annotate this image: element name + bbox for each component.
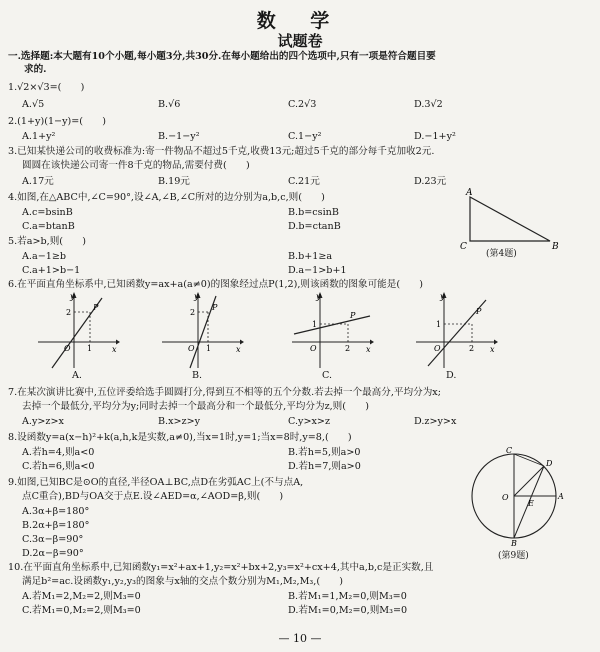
svg-text:y: y bbox=[440, 292, 445, 301]
q2-stem: 2.(1+y)(1−y)=( ) bbox=[8, 116, 106, 127]
q4-label-b: B bbox=[552, 242, 559, 252]
q7-stem-line2: 去掉一个最低分,平均分为y;同时去掉一个最高分和一个最低分,平均分为z,则( ) bbox=[22, 401, 369, 412]
svg-text:2: 2 bbox=[469, 344, 475, 353]
q8-option-b: B.若h=5,则a>0 bbox=[288, 447, 361, 458]
q7-stem-line1: 7.在某次演讲比赛中,五位评委给选手圆圆打分,得到互不相等的五个分数.若去掉一个最高分,平均分为x; bbox=[8, 387, 441, 398]
q10-option-a: A.若M₁=2,M₂=2,则M₃=0 bbox=[22, 591, 141, 602]
q9-label-a: A bbox=[558, 492, 564, 501]
q4-figure-caption: (第4题) bbox=[486, 249, 517, 259]
svg-text:O: O bbox=[188, 344, 195, 353]
q9-circle-figure bbox=[456, 446, 576, 546]
q5-option-b: B.b+1≥a bbox=[288, 251, 333, 262]
section-instructions-line2: 求的. bbox=[24, 64, 47, 75]
svg-text:1: 1 bbox=[312, 320, 318, 329]
svg-text:O: O bbox=[310, 344, 317, 353]
q8-option-c: C.若h=6,则a<0 bbox=[22, 461, 95, 472]
q9-stem-line2: 点C重合),BD与OA交于点E.设∠AED=α,∠AOD=β,则( ) bbox=[22, 491, 284, 502]
q6-option-c-label: C. bbox=[322, 370, 333, 381]
q1-option-b: B.√6 bbox=[158, 99, 181, 110]
page-title: 数 学 bbox=[256, 10, 344, 32]
svg-text:P: P bbox=[93, 303, 99, 312]
q5-option-d: D.a−1>b+1 bbox=[288, 265, 347, 276]
q10-option-c: C.若M₁=0,M₂=2,则M₃=0 bbox=[22, 605, 141, 616]
q9-stem-line1: 9.如图,已知BC是⊙O的直径,半径OA⊥BC,点D在劣弧AC上(不与点A, bbox=[8, 477, 304, 488]
q1-stem: 1.√2×√3=( ) bbox=[8, 82, 85, 93]
q7-option-b: B.x>z>y bbox=[158, 416, 201, 427]
svg-text:P: P bbox=[350, 311, 356, 320]
q9-label-d: D bbox=[546, 459, 553, 468]
q1-option-c: C.2√3 bbox=[288, 99, 317, 110]
q3-stem-line1: 3.已知某快递公司的收费标准为:寄一件物品不超过5千克,收费13元;超过5千克的部分每千克加收2元. bbox=[8, 146, 435, 157]
q4-label-a: A bbox=[466, 188, 473, 198]
q4-option-d: D.b=ctanB bbox=[288, 221, 341, 232]
svg-text:x: x bbox=[366, 345, 371, 354]
svg-text:P: P bbox=[476, 307, 482, 316]
q9-option-d: D.2α−β=90° bbox=[22, 548, 84, 559]
svg-text:2: 2 bbox=[66, 308, 72, 317]
q9-label-e: E bbox=[528, 499, 534, 508]
q9-label-o: O bbox=[502, 493, 509, 502]
q9-option-c: C.3α−β=90° bbox=[22, 534, 84, 545]
q1-option-a: A.√5 bbox=[22, 99, 45, 110]
svg-text:O: O bbox=[64, 344, 71, 353]
q9-label-b: B bbox=[511, 539, 517, 546]
q6-option-a-label: A. bbox=[72, 370, 82, 381]
q6-graph-c bbox=[290, 290, 374, 370]
page-number: — 10 — bbox=[278, 632, 322, 645]
q4-option-c: C.a=btanB bbox=[22, 221, 75, 232]
q10-option-b: B.若M₁=1,M₂=0,则M₃=0 bbox=[288, 591, 407, 602]
q5-stem: 5.若a>b,则( ) bbox=[8, 236, 86, 247]
svg-text:1: 1 bbox=[87, 344, 93, 353]
q4-option-b: B.b=csinB bbox=[288, 207, 339, 218]
q8-option-a: A.若h=4,则a<0 bbox=[22, 447, 95, 458]
svg-text:O: O bbox=[434, 344, 441, 353]
svg-text:2: 2 bbox=[345, 344, 351, 353]
svg-text:2: 2 bbox=[190, 308, 196, 317]
q3-option-c: C.21元 bbox=[288, 176, 320, 187]
q6-option-b-label: B. bbox=[192, 370, 203, 381]
q9-figure-caption: (第9题) bbox=[498, 551, 529, 561]
q9-option-b: B.2α+β=180° bbox=[22, 520, 90, 531]
svg-text:1: 1 bbox=[436, 320, 442, 329]
q6-graph-a bbox=[36, 290, 120, 370]
q4-triangle-figure bbox=[458, 187, 578, 259]
q5-option-c: C.a+1>b−1 bbox=[22, 265, 81, 276]
q4-stem: 4.如图,在△ABC中,∠C=90°,设∠A,∠B,∠C所对的边分别为a,b,c,则( ) bbox=[8, 192, 325, 203]
svg-text:P: P bbox=[212, 303, 218, 312]
q7-option-d: D.z>y>x bbox=[414, 416, 457, 427]
svg-text:y: y bbox=[316, 292, 321, 301]
q1-option-d: D.3√2 bbox=[414, 99, 443, 110]
q7-option-a: A.y>z>x bbox=[22, 416, 64, 427]
q6-stem: 6.在平面直角坐标系中,已知函数y=ax+a(a≠0)的图象经过点P(1,2),则该函数的图象可能是( ) bbox=[8, 279, 424, 290]
q3-stem-line2: 圆圆在该快递公司寄一件8千克的物品,需要付费( ) bbox=[22, 160, 250, 171]
svg-text:x: x bbox=[236, 345, 241, 354]
q9-option-a: A.3α+β=180° bbox=[22, 506, 90, 517]
q2-option-c: C.1−y² bbox=[288, 131, 322, 142]
q8-option-d: D.若h=7,则a>0 bbox=[288, 461, 361, 472]
q6-option-d-label: D. bbox=[446, 370, 457, 381]
svg-text:y: y bbox=[194, 292, 199, 301]
svg-text:1: 1 bbox=[206, 344, 212, 353]
q8-stem: 8.设函数y=a(x−h)²+k(a,h,k是实数,a≠0),当x=1时,y=1;当x=8时,y=8,( ) bbox=[8, 432, 352, 443]
q2-option-d: D.−1+y² bbox=[414, 131, 456, 142]
q5-option-a: A.a−1≥b bbox=[22, 251, 67, 262]
q6-graph-b bbox=[160, 290, 244, 370]
svg-text:y: y bbox=[70, 292, 75, 301]
section-instructions-line1: 一.选择题:本大题有10个小题,每小题3分,共30分.在每小题给出的四个选项中,只有一项是符合题目要 bbox=[8, 51, 436, 62]
q3-option-d: D.23元 bbox=[414, 176, 447, 187]
svg-text:x: x bbox=[112, 345, 117, 354]
q2-option-b: B.−1−y² bbox=[158, 131, 200, 142]
paper-subtitle: 试题卷 bbox=[277, 32, 323, 50]
q4-label-c: C bbox=[460, 242, 467, 252]
q6-graph-d bbox=[414, 290, 498, 370]
q10-stem-line1: 10.在平面直角坐标系中,已知函数y₁=x²+ax+1,y₂=x²+bx+2,y₃=x²+cx+4,其中a,b,c是正实数,且 bbox=[8, 562, 434, 573]
q10-option-d: D.若M₁=0,M₂=0,则M₃=0 bbox=[288, 605, 408, 616]
q9-label-c: C bbox=[506, 446, 513, 455]
q3-option-a: A.17元 bbox=[22, 176, 54, 187]
q7-option-c: C.y>x>z bbox=[288, 416, 331, 427]
q4-option-a: A.c=bsinB bbox=[22, 207, 73, 218]
q10-stem-line2: 满足b²=ac.设函数y₁,y₂,y₃的图象与x轴的交点个数分别为M₁,M₂,M₃,( ) bbox=[22, 576, 343, 587]
q2-option-a: A.1+y² bbox=[22, 131, 56, 142]
svg-text:x: x bbox=[490, 345, 495, 354]
q3-option-b: B.19元 bbox=[158, 176, 190, 187]
